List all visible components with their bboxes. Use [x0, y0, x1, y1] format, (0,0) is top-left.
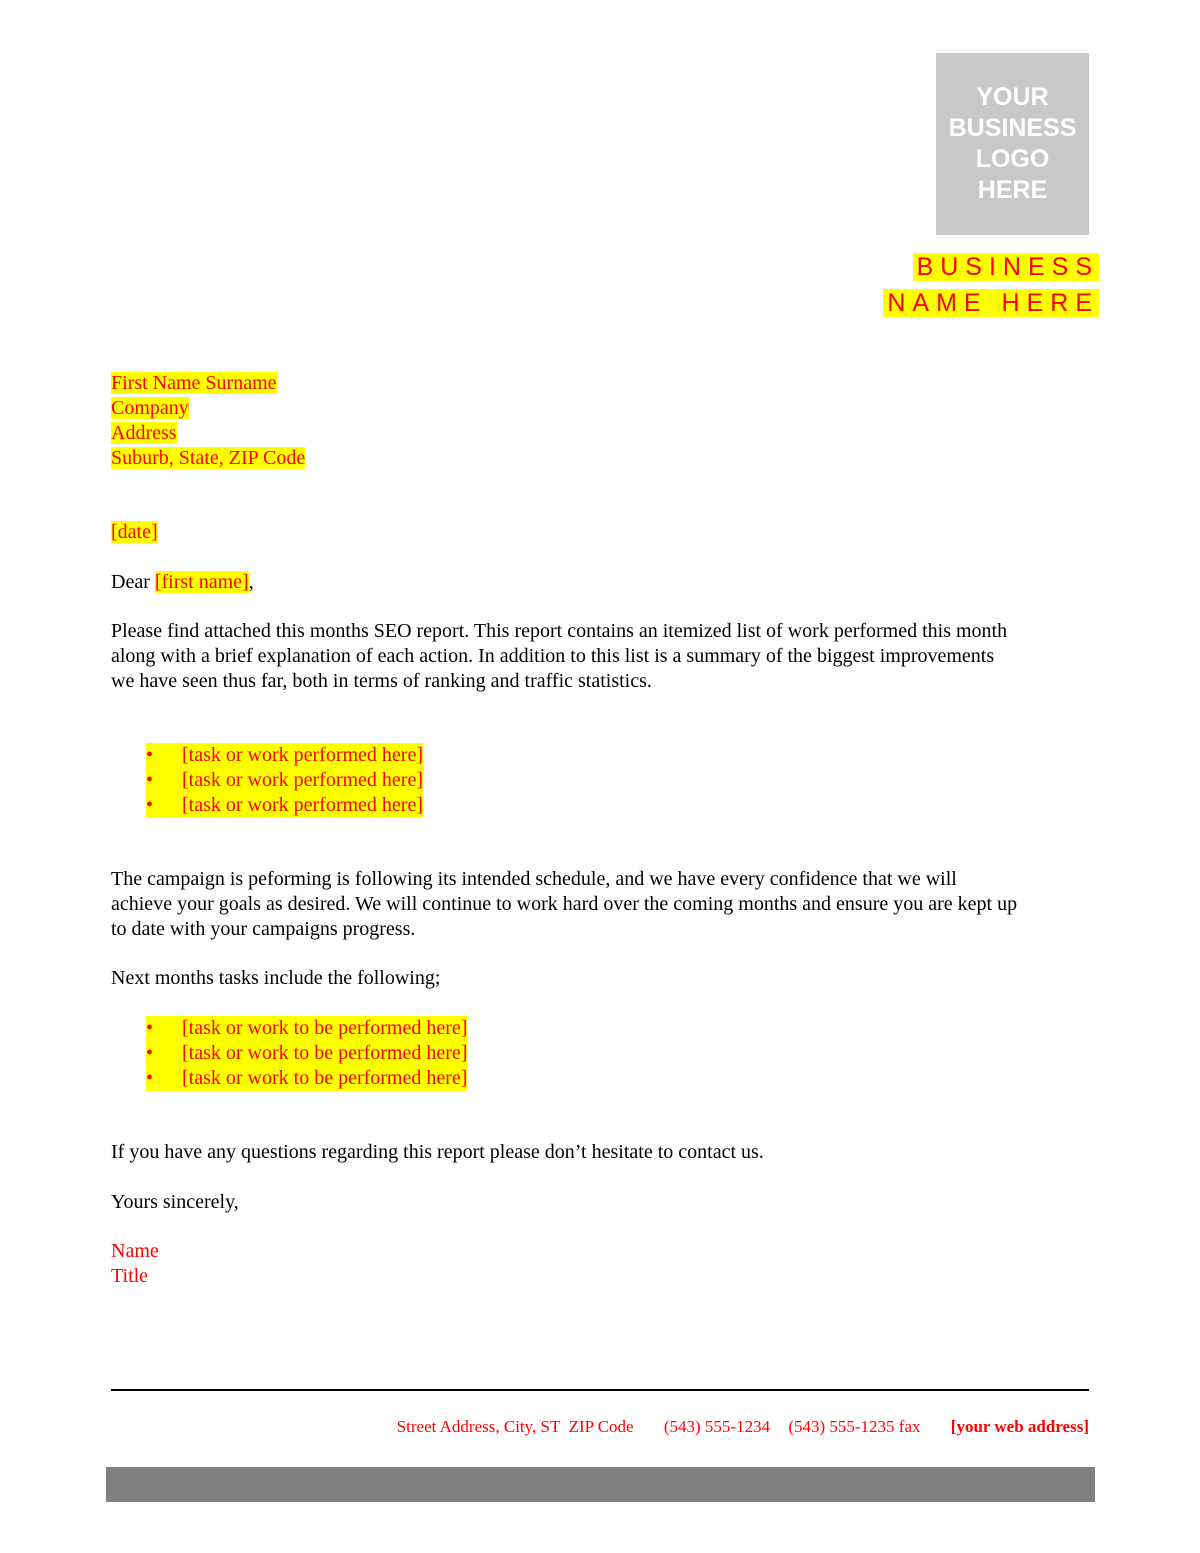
- recipient-name: First Name Surname: [111, 372, 277, 394]
- campaign-paragraph: The campaign is peforming is following its intended schedule, and we have every confidence that we will achieve your goals as desired. We will continue to work hard over the coming months and ensure you are kept up to date with your campaigns progress.: [111, 868, 1018, 940]
- list-item: • [task or work to be performed here]: [146, 1017, 468, 1039]
- recipient-company: Company: [111, 397, 189, 419]
- business-logo-placeholder: [936, 53, 1089, 235]
- bullet-icon: •: [146, 794, 154, 816]
- footer-phone: (543) 555-1234: [663, 1417, 771, 1436]
- list-item: • [task or work to be performed here]: [146, 1067, 468, 1089]
- bullet-icon: •: [146, 769, 154, 791]
- signature-title: Title: [111, 1265, 149, 1287]
- closing-question: If you have any questions regarding this report please don’t hesitate to contact us.: [111, 1141, 764, 1163]
- list-item: • [task or work performed here]: [146, 744, 424, 766]
- recipient-address: Address: [111, 422, 177, 444]
- list-item: • [task or work performed here]: [146, 769, 424, 791]
- logo-line-1: YOUR: [976, 83, 1049, 111]
- business-name-line-2: NAME HERE: [883, 288, 1099, 318]
- footer-fax: (543) 555-1235 fax: [788, 1417, 921, 1436]
- bullet-icon: •: [146, 1042, 154, 1064]
- footer-address: Street Address, City, ST ZIP Code: [396, 1417, 634, 1436]
- logo-line-4: HERE: [977, 176, 1048, 204]
- footer-web-address: [your web address]: [950, 1417, 1089, 1436]
- list-item: • [task or work to be performed here]: [146, 1042, 468, 1064]
- footer-divider: [111, 1389, 1089, 1391]
- footer-bar: [106, 1467, 1095, 1502]
- list-item: • [task or work performed here]: [146, 794, 424, 816]
- signature-name: Name: [111, 1240, 159, 1262]
- next-tasks-intro: Next months tasks include the following;: [111, 967, 441, 989]
- signoff: Yours sincerely,: [111, 1191, 239, 1213]
- footer-contact: [111, 1417, 1089, 1437]
- salutation-name: [first name]: [154, 571, 249, 593]
- intro-paragraph: Please find attached this months SEO report. This report contains an itemized list of work performed this month along with a brief explanation of each action. In addition to this list is a summary of the biggest improvements we have seen thus far, both in terms of ranking and traffic statistics.: [111, 620, 1008, 692]
- logo-line-2: BUSINESS: [948, 114, 1077, 142]
- bullet-icon: •: [146, 1017, 154, 1039]
- business-name-line-1: BUSINESS: [913, 252, 1099, 282]
- recipient-suburb: Suburb, State, ZIP Code: [111, 447, 306, 469]
- salutation: Dear [first name],: [111, 571, 254, 593]
- bullet-icon: •: [146, 744, 154, 766]
- bullet-icon: •: [146, 1067, 154, 1089]
- logo-line-3: LOGO: [975, 145, 1050, 173]
- letter-date: [date]: [111, 521, 158, 543]
